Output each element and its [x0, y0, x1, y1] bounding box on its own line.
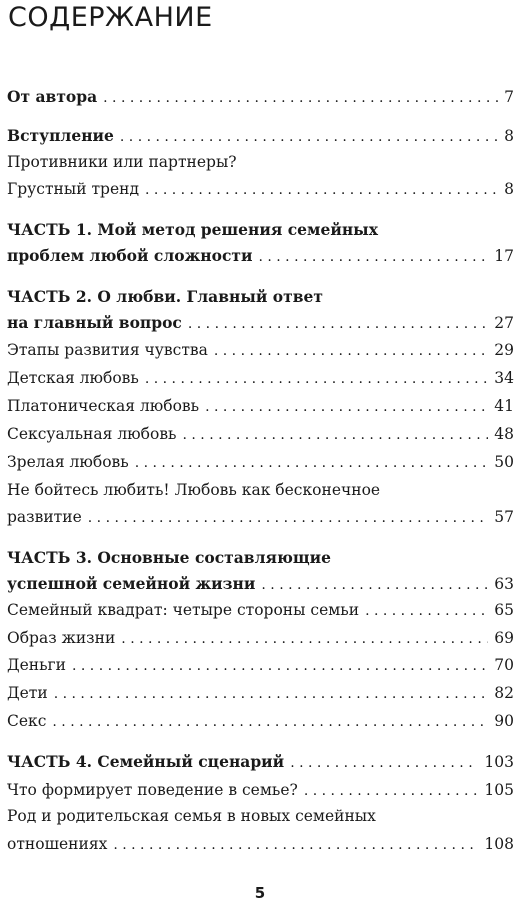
- toc-entry-page: 103: [484, 753, 514, 771]
- toc-entry-page: 8: [504, 127, 514, 145]
- dot-leader: [145, 178, 498, 202]
- toc-entry-page: 7: [504, 88, 514, 106]
- toc-entry-title: Деньги: [7, 656, 66, 674]
- dot-leader: [304, 779, 479, 803]
- toc-entry-title: Детская любовь: [7, 369, 139, 387]
- dot-leader: [52, 710, 488, 734]
- toc-entry-page: 34: [494, 369, 514, 387]
- toc-entry-title: Вступление: [7, 126, 114, 145]
- dot-leader: [214, 339, 488, 363]
- toc-entry-page: 82: [494, 684, 514, 702]
- toc-entry-page: 90: [494, 712, 514, 730]
- dot-leader: [258, 245, 488, 269]
- toc-entry[interactable]: [7, 750, 514, 774]
- toc-entry-title: Что формирует поведение в семье?: [7, 781, 298, 799]
- toc-entry-page: 50: [494, 453, 514, 471]
- toc-entry-title: Не бойтесь любить! Любовь как бесконечное: [7, 481, 381, 499]
- toc-entry[interactable]: [7, 177, 514, 201]
- toc-entry-title: ЧАСТЬ 3. Основные составляющие: [7, 548, 331, 567]
- dot-leader: [145, 367, 488, 391]
- toc-entry-title: ЧАСТЬ 1. Мой метод решения семейных: [7, 220, 378, 239]
- toc-entry-page: 41: [494, 397, 514, 415]
- toc-entry[interactable]: [7, 394, 514, 418]
- toc-entry-title: Семейный квадрат: четыре стороны семьи: [7, 601, 360, 619]
- dot-leader: [54, 682, 489, 706]
- toc-entry-title: Сексуальная любовь: [7, 425, 177, 443]
- toc-entry-page: 17: [494, 247, 514, 265]
- toc-entry-title: Образ жизни: [7, 629, 116, 647]
- dot-leader: [365, 599, 488, 623]
- toc-entry-title: развитие: [7, 508, 82, 526]
- toc-entry-title: ЧАСТЬ 2. О любви. Главный ответ: [7, 287, 323, 306]
- toc-entry-title: проблем любой сложности: [7, 246, 253, 265]
- toc-entry[interactable]: [7, 218, 514, 242]
- toc-entry[interactable]: [7, 778, 514, 802]
- toc-entry[interactable]: [7, 150, 514, 174]
- dot-leader: [135, 451, 489, 475]
- dot-leader: [120, 125, 498, 149]
- toc-entry[interactable]: [7, 244, 514, 268]
- toc-entry-title: ЧАСТЬ 4. Семейный сценарий: [7, 752, 285, 771]
- toc-entry[interactable]: [7, 804, 514, 828]
- toc-entry-title: Род и родительская семья в новых семейных: [7, 807, 376, 825]
- page-number: 5: [254, 884, 266, 902]
- toc-entry-title: Этапы развития чувства: [7, 341, 208, 359]
- toc-entry[interactable]: [7, 478, 514, 502]
- toc-entry-page: 105: [484, 781, 514, 799]
- toc-entry-page: 69: [494, 629, 514, 647]
- toc-entry[interactable]: [7, 546, 514, 570]
- toc-entry-page: 57: [494, 508, 514, 526]
- toc-entry-page: 8: [504, 180, 514, 198]
- toc-entry[interactable]: [7, 709, 514, 733]
- toc-entry-page: 63: [494, 575, 514, 593]
- toc-entry-page: 29: [494, 341, 514, 359]
- dot-leader: [113, 833, 478, 857]
- toc-entry[interactable]: [7, 626, 514, 650]
- toc-entry-title: на главный вопрос: [7, 313, 182, 332]
- dot-leader: [188, 312, 488, 336]
- dot-leader: [261, 573, 488, 597]
- toc-entry-title: Грустный тренд: [7, 180, 140, 198]
- toc-entry[interactable]: [7, 681, 514, 705]
- toc-entry[interactable]: [7, 450, 514, 474]
- toc-entry[interactable]: [7, 285, 514, 309]
- toc-entry[interactable]: [7, 311, 514, 335]
- toc-entry-title: Дети: [7, 684, 48, 702]
- toc-entry[interactable]: [7, 124, 514, 148]
- toc-entry-title: успешной семейной жизни: [7, 574, 256, 593]
- toc-entry[interactable]: [7, 422, 514, 446]
- toc-entry[interactable]: [7, 85, 514, 109]
- toc-entry[interactable]: [7, 572, 514, 596]
- toc-entry[interactable]: [7, 366, 514, 390]
- dot-leader: [72, 654, 488, 678]
- toc-entry[interactable]: [7, 505, 514, 529]
- dot-leader: [290, 751, 478, 775]
- toc-entry-page: 48: [494, 425, 514, 443]
- toc-entry-page: 108: [484, 835, 514, 853]
- dot-leader: [103, 86, 498, 110]
- toc-entry-title: отношениях: [7, 835, 108, 853]
- toc-entry[interactable]: [7, 598, 514, 622]
- toc-entry[interactable]: [7, 338, 514, 362]
- page-title: СОДЕРЖАНИЕ: [8, 2, 213, 33]
- toc-entry-title: Секс: [7, 712, 47, 730]
- toc-entry-title: От автора: [7, 87, 98, 106]
- toc-entry-page: 70: [494, 656, 514, 674]
- toc-entry-title: Платоническая любовь: [7, 397, 200, 415]
- toc-entry-page: 27: [494, 314, 514, 332]
- toc-entry-title: Зрелая любовь: [7, 453, 129, 471]
- toc-entry-title: Противники или партнеры?: [7, 153, 237, 171]
- toc-entry-page: 65: [494, 601, 514, 619]
- dot-leader: [205, 395, 488, 419]
- toc-entry[interactable]: [7, 832, 514, 856]
- dot-leader: [121, 627, 488, 651]
- dot-leader: [183, 423, 489, 447]
- dot-leader: [88, 506, 489, 530]
- toc-entry[interactable]: [7, 653, 514, 677]
